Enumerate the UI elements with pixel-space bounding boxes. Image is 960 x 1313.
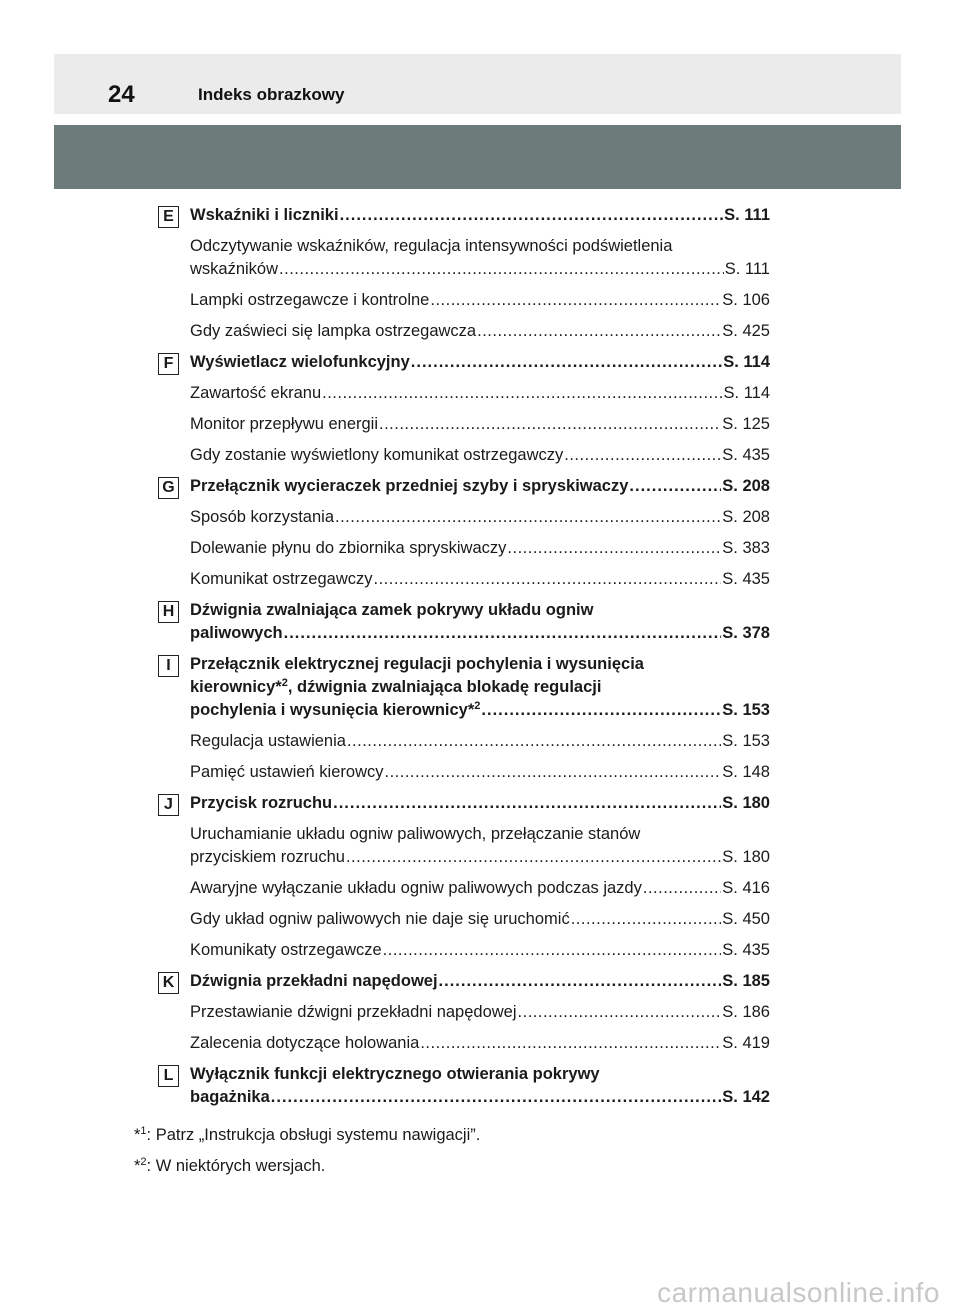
section-letter-box: H <box>158 601 179 623</box>
watermark: carmanualsonline.info <box>657 1277 940 1308</box>
entry-label <box>190 939 382 962</box>
entry-text: , dźwignia zwalniająca blokadę regulacji <box>287 678 602 696</box>
page-ref: S. 142 <box>722 1088 770 1106</box>
page-ref: S. 185 <box>722 972 770 990</box>
sub-entry <box>190 568 770 591</box>
entry-text: Przycisk rozruchu <box>190 794 333 812</box>
index-section-i <box>158 653 770 784</box>
entry-row <box>190 204 770 227</box>
dot-leader <box>383 939 722 962</box>
page-ref: S. 419 <box>722 1034 770 1052</box>
page-ref: S. 106 <box>722 291 770 309</box>
entry-text: pochylenia i wysunięcia kierownicy* <box>190 701 475 719</box>
footnote-1: *$^1$: Patrz „Instrukcja obsługi systemu nawigacji”. <box>134 1125 481 1144</box>
sub-entry <box>190 506 770 529</box>
dot-leader <box>629 475 721 498</box>
dot-leader <box>322 382 722 405</box>
entry-row <box>190 877 770 900</box>
dot-leader <box>439 970 722 993</box>
entry-label <box>190 846 345 869</box>
entry-text: Gdy układ ogniw paliwowych nie daje się uruchomić <box>190 910 570 928</box>
entry-row <box>190 1032 770 1055</box>
entry-text: paliwowych <box>190 624 283 642</box>
index-section-j <box>158 792 770 962</box>
dot-leader <box>564 444 721 467</box>
entry-text: Monitor przepływu energii <box>190 415 379 433</box>
sub-entry <box>190 1001 770 1024</box>
page-ref: S. 111 <box>724 260 770 278</box>
sub-entry <box>190 877 770 900</box>
dot-leader <box>430 289 721 312</box>
page-ref: S. 186 <box>722 1003 770 1021</box>
entry-row <box>190 475 770 498</box>
footnote-ref: 2 <box>281 677 288 689</box>
entry-row <box>190 730 770 753</box>
page-ref: S. 153 <box>722 701 770 719</box>
dot-leader <box>347 730 721 753</box>
page-ref: S. 450 <box>722 910 770 928</box>
dot-leader <box>379 413 721 436</box>
section-letter-box: L <box>158 1065 179 1087</box>
page-ref: S. 435 <box>722 941 770 959</box>
entry-row <box>190 699 770 722</box>
sub-entry <box>190 537 770 560</box>
entry-text: Wskaźniki i liczniki <box>190 206 339 224</box>
page-number: 24 <box>108 81 135 108</box>
entry-text: Gdy zostanie wyświetlony komunikat ostrzegawczy <box>190 446 564 464</box>
main-entry <box>190 970 770 993</box>
section-letter-box: G <box>158 477 179 499</box>
entry-text: Przełącznik wycieraczek przedniej szyby i spryskiwaczy <box>190 477 629 495</box>
sub-entry <box>190 235 770 281</box>
entry-row <box>190 320 770 343</box>
sub-entry <box>190 413 770 436</box>
index-section-k <box>158 970 770 1055</box>
dot-leader <box>333 792 721 815</box>
dot-leader <box>340 204 724 227</box>
page-ref: S. 111 <box>724 206 770 224</box>
main-entry <box>190 204 770 227</box>
main-entry <box>190 475 770 498</box>
section-letter-box: F <box>158 353 179 375</box>
entry-row <box>190 846 770 869</box>
index-section-f <box>158 351 770 467</box>
page-ref: S. 378 <box>722 624 770 642</box>
dot-leader <box>374 568 722 591</box>
entry-label <box>190 320 476 343</box>
section-letter-box: E <box>158 206 179 228</box>
entry-text: Przestawianie dźwigni przekładni napędowej <box>190 1003 517 1021</box>
dot-leader <box>643 877 721 900</box>
dot-leader <box>284 622 722 645</box>
page-ref: S. 148 <box>722 763 770 781</box>
dot-leader <box>385 761 722 784</box>
sub-entry <box>190 289 770 312</box>
entry-row <box>190 444 770 467</box>
entry-row <box>190 351 770 374</box>
entry-row <box>190 506 770 529</box>
entry-label <box>190 289 429 312</box>
dot-leader <box>481 699 721 722</box>
entry-text: bagażnika <box>190 1088 270 1106</box>
main-entry <box>190 792 770 815</box>
entry-label <box>190 258 278 281</box>
entry-label <box>190 792 332 815</box>
entry-label <box>190 761 384 784</box>
sub-entry <box>190 939 770 962</box>
index-section-l <box>158 1063 770 1109</box>
footnote-ref: 2 <box>474 700 481 712</box>
entry-text: Komunikaty ostrzegawcze <box>190 941 382 959</box>
entry-label <box>190 351 410 374</box>
main-entry <box>190 599 770 645</box>
entry-line: Uruchamianie układu ogniw paliwowych, przełączanie stanów <box>190 825 641 843</box>
entry-line: Odczytywanie wskaźników, regulacja intensywności podświetlenia <box>190 237 673 255</box>
entry-label <box>190 622 283 645</box>
entry-label <box>190 730 346 753</box>
page-ref: S. 208 <box>722 508 770 526</box>
header-band <box>54 125 901 189</box>
dot-leader <box>271 1086 722 1109</box>
entry-row <box>190 908 770 931</box>
entry-label <box>190 1032 419 1055</box>
entry-row <box>190 622 770 645</box>
section-letter-box: I <box>158 655 179 677</box>
entry-label <box>190 382 321 405</box>
entry-label <box>190 568 373 591</box>
page-ref: S. 180 <box>722 848 770 866</box>
entry-text: Dźwignia przekładni napędowej <box>190 972 438 990</box>
main-entry <box>190 1063 770 1109</box>
entry-row <box>190 939 770 962</box>
entry-label <box>190 475 628 498</box>
index-section-h <box>158 599 770 645</box>
entry-label <box>190 444 563 467</box>
entry-text: Gdy zaświeci się lampka ostrzegawcza <box>190 322 477 340</box>
entry-line: Dźwignia zwalniająca zamek pokrywy układu ogniw <box>190 601 594 619</box>
footnote-2: *$^2$: W niektórych wersjach. <box>134 1156 326 1175</box>
header-bar <box>54 54 901 114</box>
entry-label <box>190 413 378 436</box>
sub-entry <box>190 320 770 343</box>
sub-entry <box>190 1032 770 1055</box>
entry-text: Sposób korzystania <box>190 508 334 526</box>
dot-leader <box>420 1032 721 1055</box>
entry-row <box>190 792 770 815</box>
sub-entry <box>190 908 770 931</box>
dot-leader <box>411 351 722 374</box>
entry-label <box>190 699 480 722</box>
sub-entry <box>190 382 770 405</box>
sub-entry <box>190 823 770 869</box>
section-letter-box: K <box>158 972 179 994</box>
dot-leader <box>571 908 722 931</box>
page-ref: S. 114 <box>723 384 770 402</box>
entry-label <box>190 970 438 993</box>
footnotes <box>134 1124 480 1186</box>
section-letter-box: J <box>158 794 179 816</box>
main-entry <box>190 653 770 722</box>
page-ref: S. 114 <box>723 353 770 371</box>
entry-text: przyciskiem rozruchu <box>190 848 345 866</box>
entry-text: kierownicy* <box>190 678 282 696</box>
sub-entry <box>190 761 770 784</box>
entry-text: Dolewanie płynu do zbiornika spryskiwaczy <box>190 539 507 557</box>
dot-leader <box>335 506 721 529</box>
page-ref: S. 153 <box>722 732 770 750</box>
entry-label <box>190 1086 270 1109</box>
page-ref: S. 180 <box>722 794 770 812</box>
entry-row <box>190 258 770 281</box>
page-ref: S. 425 <box>722 322 770 340</box>
entry-row <box>190 537 770 560</box>
dot-leader <box>507 537 721 560</box>
entry-text: Zalecenia dotyczące holowania <box>190 1034 420 1052</box>
entry-row <box>190 1001 770 1024</box>
entry-line: Wyłącznik funkcji elektrycznego otwierania pokrywy <box>190 1065 600 1083</box>
entry-text: wskaźników <box>190 260 279 278</box>
page-ref: S. 125 <box>722 415 770 433</box>
entry-text: Regulacja ustawienia <box>190 732 346 750</box>
index-list <box>158 200 770 1109</box>
entry-label <box>190 204 339 227</box>
page-title: Indeks obrazkowy <box>198 85 345 104</box>
sub-entry <box>190 444 770 467</box>
entry-text: Wyświetlacz wielofunkcyjny <box>190 353 410 371</box>
entry-row <box>190 568 770 591</box>
entry-text: Komunikat ostrzegawczy <box>190 570 373 588</box>
page-ref: S. 208 <box>722 477 770 495</box>
index-section-g <box>158 475 770 591</box>
entry-row <box>190 1086 770 1109</box>
page-ref: S. 435 <box>722 570 770 588</box>
dot-leader <box>518 1001 722 1024</box>
entry-row <box>190 413 770 436</box>
entry-text: Zawartość ekranu <box>190 384 322 402</box>
entry-text: Lampki ostrzegawcze i kontrolne <box>190 291 430 309</box>
entry-label <box>190 537 506 560</box>
entry-label <box>190 1001 517 1024</box>
dot-leader <box>477 320 721 343</box>
entry-label <box>190 506 334 529</box>
entry-text: Pamięć ustawień kierowcy <box>190 763 384 781</box>
page-ref: S. 383 <box>722 539 770 557</box>
entry-row <box>190 970 770 993</box>
entry-line <box>190 676 770 699</box>
entry-row <box>190 761 770 784</box>
main-entry <box>190 351 770 374</box>
entry-row <box>190 382 770 405</box>
dot-leader <box>279 258 724 281</box>
entry-line: Przełącznik elektrycznej regulacji pochylenia i wysunięcia <box>190 655 644 673</box>
entry-text: Awaryjne wyłączanie układu ogniw paliwowych podczas jazdy <box>190 879 642 897</box>
dot-leader <box>346 846 721 869</box>
entry-label <box>190 908 570 931</box>
index-section-e <box>158 204 770 343</box>
page-ref: S. 416 <box>722 879 770 897</box>
entry-label <box>190 877 642 900</box>
page-ref: S. 435 <box>722 446 770 464</box>
sub-entry <box>190 730 770 753</box>
entry-row <box>190 289 770 312</box>
